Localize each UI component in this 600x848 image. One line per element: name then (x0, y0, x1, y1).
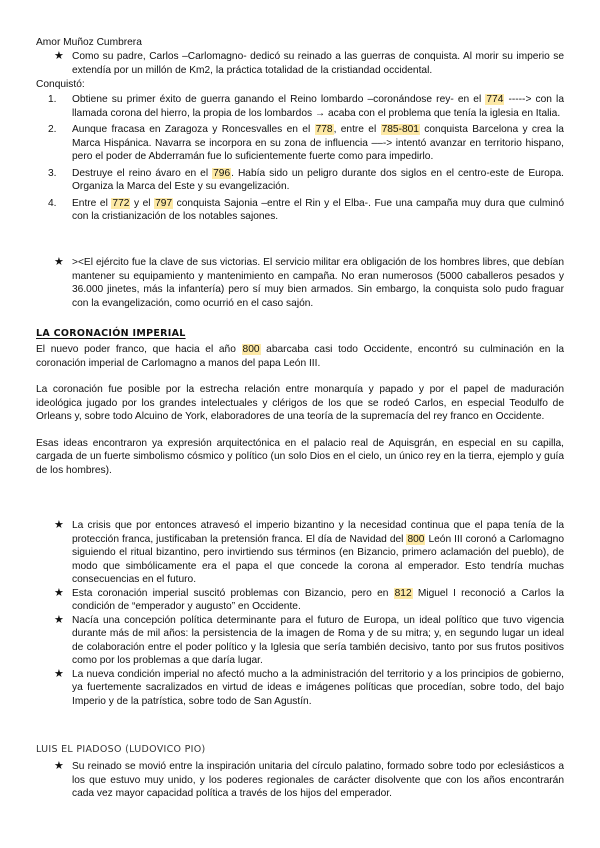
list-item (36, 123, 564, 164)
section-title-coronacion: LA CORONACIÓN IMPERIAL (36, 328, 186, 339)
star-bullet-icon: ★ (54, 667, 64, 680)
list-text: y el (130, 197, 155, 209)
list-item: ★ Su reinado se movió entre la inspiración unitaria del círculo palatino, formado sobre todo por eclesiásticos a los que estuvo muy unido, y los poderes regionales de carácter disolvente que con los años encontrarán cada vez mayor capacidad política a través de los hijos del emperador. (54, 760, 564, 799)
section2-bullets (36, 760, 564, 801)
year-highlight: 800 (242, 344, 260, 355)
conquest-list (36, 93, 564, 224)
year-highlight: 774 (486, 94, 504, 105)
year-highlight: 812 (394, 587, 412, 599)
author-name: Amor Muñoz Cumbrera (36, 37, 142, 48)
list-item: ★ Nacía una concepción política determinante para el futuro de Europa, un ideal político que tuvo vigencia durante más de mil años: la persistencia de la imagen de Roma y de su mitra; y, en segundo lugar un ideal de colaboración entre el poder político y la Iglesia que sería también decisivo, tanto por sus frutos positivos como por los problemas a que daría lugar. (54, 613, 564, 666)
list-item: ★ La crisis que por entonces atravesó el imperio bizantino y la necesidad continua que el papa tenía de la protección franca, justificaban la pretensión franca. El día de Navidad del 800 León III coronó a Carlomagno siguiendo el ritual bizantino, pero invirtiendo sus términos (en Bizancio, primero aclamación del pueblo), de modo que simbólicamente era el papa el que concede la corona al emperador. Esto tendría muchas consecuencias en el futuro. (54, 519, 564, 585)
army-note (36, 256, 564, 310)
list-text: -----> con la llamada corona del hierro, la propia de los lombardos → acaba con el problema que tenía la iglesia en Italia. (72, 94, 564, 119)
list-item: ★ Esta coronación imperial suscitó problemas con Bizancio, pero en 812 Miguel I reconoció a Carlos la condición de “emperador y augusto” en Occidente. (54, 586, 564, 612)
year-highlight: 796 (213, 167, 231, 179)
intro-text: Como su padre, Carlos –Carlomagno- dedicó su reinado a las guerras de conquista. Al morir su imperio se extendía por un millón de Km2, la práctica totalidad de la cristiandad occidental. (72, 51, 564, 76)
list-item: ★ La nueva condición imperial no afectó mucho a la administración del territorio y a los principios de gobierno, ya fuertemente sacralizados en virtud de ideas e imágenes políticas que procedían, sobre todo, del bajo Imperio y de la patrística, sobre todo de San Agustín. (54, 667, 564, 707)
year-highlight: 800 (407, 533, 425, 545)
star-bullet-icon: ★ (54, 50, 64, 62)
star-bullet-icon: ★ (54, 519, 64, 531)
year-highlight: 797 (155, 197, 173, 209)
section1-body (36, 343, 564, 477)
list-number: 2. (48, 124, 57, 135)
list-text: Obtiene su primer éxito de guerra ganando el Reino lombardo –coronándose rey- en el (72, 94, 486, 105)
list-number: 3. (48, 167, 57, 179)
paragraph: El nuevo poder franco, que hacia el año 800 abarcaba casi todo Occidente, encontró su culminación en la coronación imperial de Carlomagno a manos del papa León III. (36, 344, 565, 369)
star-bullet-icon: ★ (54, 586, 64, 599)
year-highlight: 785-801 (381, 124, 419, 135)
year-highlight: 778 (315, 124, 333, 135)
list-text: , entre el (333, 124, 381, 135)
list-text: Destruye el reino ávaro en el (72, 167, 213, 179)
list-number: 1. (48, 94, 57, 105)
army-note-text: ><El ejército fue la clave de sus victorias. El servicio militar era obligación de los hombres libres, que debían mantener su equipamiento y mantenimiento en campaña. No eran numerosos (5000 caballeros pesados y 36.000 jinetes, más la infantería) pero sí muy bien armados. Sin embargo, la conquista solo pudo fraguar con la evangelización, como ocurrió en el caso sajón. (72, 257, 564, 309)
list-text: Aunque fracasa en Zaragoza y Roncesvalles en el (72, 124, 315, 135)
list-item (36, 197, 564, 224)
paragraph: Esas ideas encontraron ya expresión arquitectónica en el palacio real de Aquisgrán, en especial en su capilla, cargada de un fuerte simbolismo cósmico y político (un solo Dios en el cielo, un único rey en la tierra, ejemplo y guía de los hombres). (36, 437, 564, 476)
list-item (36, 167, 564, 194)
year-highlight: 772 (112, 197, 130, 209)
list-text: conquista Barcelona y crea la Marca Hispánica. Navarra se incorpora en su zona de influencia ––-> intentó avanzar en territorio hispano, pero el poder de Abderramán fue lo suficientemente fuerte como para impedirlo. (72, 124, 564, 162)
conquisto-label: Conquistó: (36, 79, 85, 90)
star-bullet-icon: ★ (54, 760, 64, 772)
list-text: . Había sido un peligro durante dos siglos en el centro-este de Europa. Organiza la Marca del Este y su evangelización. (72, 167, 565, 192)
star-bullet-icon: ★ (54, 613, 64, 626)
list-text: conquista Sajonia –entre el Rin y el Elba-. Fue una campaña muy dura que culminó con la cristianización de los notables sajones. (72, 197, 564, 222)
list-text: Entre el (72, 197, 112, 209)
section1-bullets (36, 519, 564, 708)
intro-bullet (36, 50, 564, 77)
paragraph: La coronación fue posible por la estrecha relación entre monarquía y papado y por el papel de maduración ideológica jugado por los grandes intelectuales y clérigos de los que se rodeó Carlos, en especial Teodulfo de Orleans y, sobre todo Alcuino de York, elaboradores de una teoría de la supremacía del rey franco en Occidente. (36, 384, 564, 422)
list-item (36, 93, 564, 120)
section-title-luis: LUIS EL PIADOSO (LUDOVICO PIO) (36, 744, 206, 755)
star-bullet-icon: ★ (54, 256, 64, 268)
list-number: 4. (48, 197, 57, 209)
